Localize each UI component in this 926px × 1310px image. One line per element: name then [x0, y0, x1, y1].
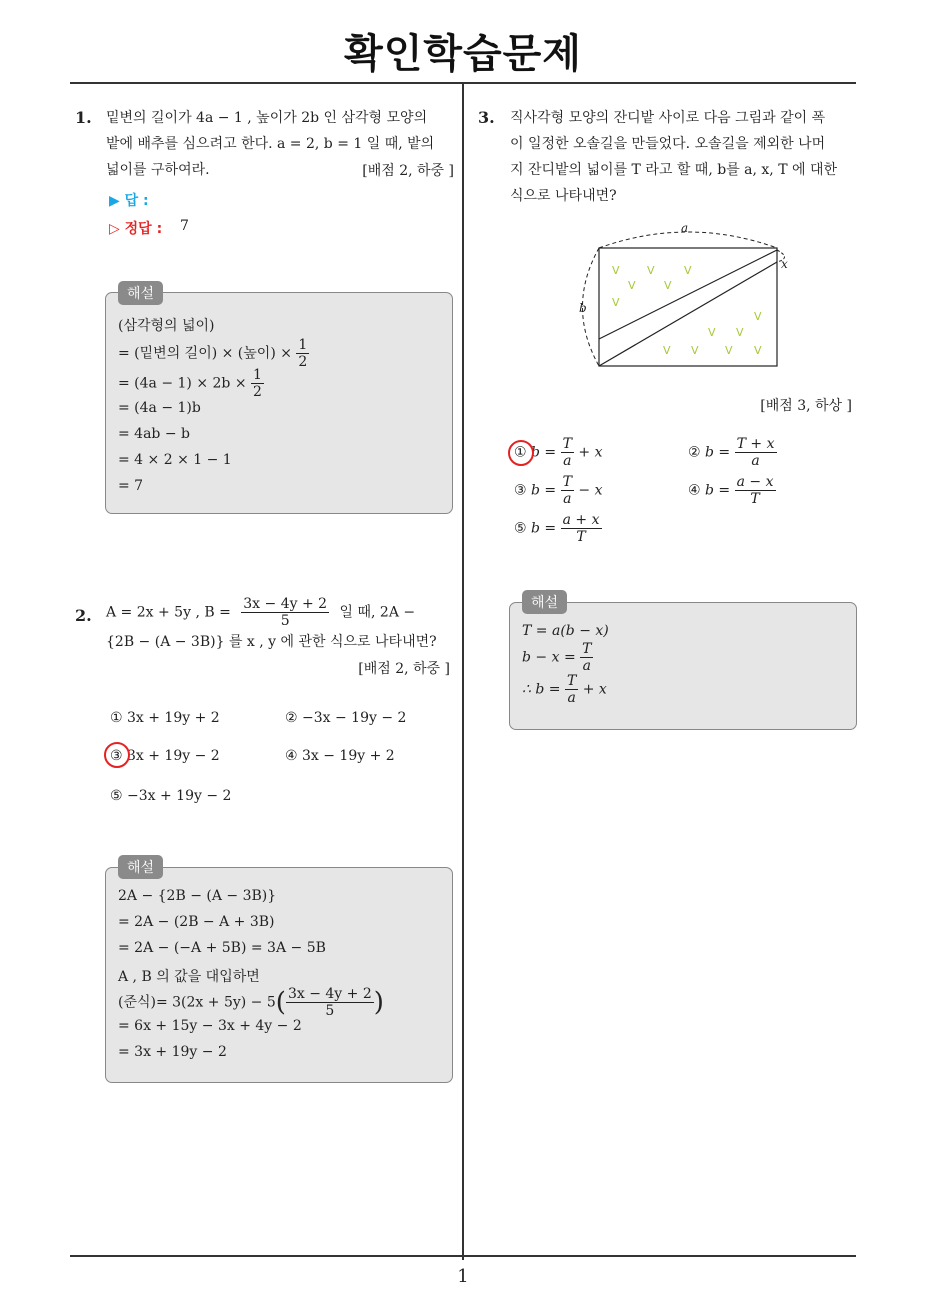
- denominator: a: [751, 453, 760, 469]
- numerator: 3x − 4y + 2: [243, 596, 328, 612]
- question-line: 이 일정한 오솔길을 만들었다. 오솔길을 제외한 나머: [510, 136, 826, 152]
- question-number: 3.: [478, 108, 495, 127]
- solution-line: [522, 641, 593, 674]
- label-a: a: [681, 221, 689, 235]
- solution-line: = 2A − (−A + 5B) = 3A − 5B: [118, 940, 326, 956]
- numerator: a − x: [736, 474, 774, 490]
- selected-answer-mark: [508, 440, 534, 466]
- question-line: 밭에 배추를 심으려고 한다. a = 2, b = 1 일 때, 밭의: [106, 136, 435, 152]
- option-4[interactable]: [688, 474, 776, 507]
- question-line: 밑변의 길이가 4a − 1 , 높이가 2b 인 삼각형 모양의: [106, 110, 428, 126]
- numerator: 3x − 4y + 2: [287, 986, 372, 1002]
- question-text: 일 때, 2A −: [339, 604, 416, 621]
- solution-line: = 3x + 19y − 2: [118, 1044, 227, 1060]
- label-b: b: [579, 301, 587, 315]
- fraction: [565, 673, 578, 706]
- grass-mark: V: [664, 279, 672, 292]
- question-line: [106, 596, 415, 629]
- grass-marks: [612, 264, 762, 357]
- question-line: {2B − (A − 3B)} 를 x , y 에 관한 식으로 나타내면?: [106, 634, 437, 650]
- solution-line: = 2A − (2B − A + 3B): [118, 914, 275, 930]
- option-1[interactable]: ① 3x + 19y + 2: [110, 710, 220, 726]
- option-text: b =: [705, 444, 731, 461]
- solution-text: b − x =: [522, 649, 576, 666]
- solution-line: (준식)= 3(2x + 5y) − 5( $\frac{3x - 4y + 2}{5}$ ): [118, 986, 384, 1019]
- footer-rule: [70, 1255, 856, 1257]
- solution-box: [105, 292, 453, 514]
- option-4[interactable]: ④ 3x − 19y + 2: [285, 748, 395, 764]
- question-text: A = 2x + 5y , B =: [106, 604, 231, 621]
- solution-box: [105, 867, 453, 1083]
- denominator: a: [582, 658, 591, 674]
- solution-text: = (밑변의 길이) × (높이) ×: [118, 345, 292, 362]
- score-info: [배점 2, 하중 ]: [362, 163, 454, 179]
- denominator: a: [563, 453, 572, 469]
- page-number: 1: [457, 1266, 469, 1287]
- fraction: [735, 436, 777, 469]
- grass-mark: V: [754, 344, 762, 357]
- correct-answer-label: ▷ 정답 :: [109, 221, 163, 237]
- solution-line: [118, 367, 264, 400]
- solution-line: [522, 673, 607, 706]
- fraction: [286, 986, 374, 1019]
- solution-line: = 4ab − b: [118, 426, 190, 442]
- solution-line: T = a(b − x): [522, 623, 609, 639]
- grass-mark: V: [612, 296, 620, 309]
- fraction: [561, 512, 602, 545]
- solution-line: = 7: [118, 478, 144, 494]
- lawn-figure: [560, 218, 800, 378]
- fraction: [561, 474, 574, 507]
- fraction: [561, 436, 574, 469]
- option-5[interactable]: ⑤ −3x + 19y − 2: [110, 788, 232, 804]
- denominator: 5: [280, 613, 290, 629]
- score-info: [배점 3, 하상 ]: [760, 398, 852, 414]
- grass-mark: V: [628, 279, 636, 292]
- page-title: 확인학습문제: [344, 31, 582, 77]
- denominator: 5: [325, 1003, 335, 1019]
- option-3[interactable]: ③ 3x + 19y − 2: [110, 748, 220, 764]
- option-3[interactable]: [514, 474, 603, 507]
- solution-text: ∴ b =: [522, 681, 561, 698]
- denominator: a: [567, 690, 576, 706]
- question-line: 직사각형 모양의 잔디밭 사이로 다음 그림과 같이 폭: [510, 110, 826, 126]
- numerator: a + x: [562, 512, 600, 528]
- option-mark: ②: [688, 444, 701, 461]
- denominator: a: [563, 491, 572, 507]
- grass-mark: V: [725, 344, 733, 357]
- solution-tag: 해설: [522, 590, 567, 614]
- numerator: T: [562, 436, 572, 452]
- solution-line: = (4a − 1)b: [118, 400, 201, 416]
- solution-line: = 6x + 15y − 3x + 4y − 2: [118, 1018, 302, 1034]
- correct-answer-value: 7: [180, 218, 189, 234]
- option-text: b =: [531, 520, 557, 537]
- option-text: b =: [531, 482, 557, 499]
- grass-mark: V: [612, 264, 620, 277]
- option-5[interactable]: [514, 512, 602, 545]
- grass-mark: V: [691, 344, 699, 357]
- option-mark: ⑤: [514, 520, 527, 537]
- fraction: [296, 337, 309, 370]
- option-mark: ①: [514, 444, 527, 461]
- path-edge-lower: [599, 262, 777, 366]
- denominator: 2: [253, 384, 262, 400]
- question-line: 식으로 나타내면?: [510, 188, 617, 204]
- denominator: T: [750, 491, 760, 507]
- question-line: 지 잔디밭의 넓이를 T 라고 할 때, b를 a, x, T 에 대한: [510, 162, 838, 178]
- solution-line: (삼각형의 넓이): [118, 318, 215, 334]
- score-info: [배점 2, 하중 ]: [358, 661, 450, 677]
- solution-box: [509, 602, 857, 730]
- numerator: 1: [253, 367, 262, 383]
- solution-line: = 4 × 2 × 1 − 1: [118, 452, 232, 468]
- question-number: 2.: [75, 606, 92, 625]
- option-mark: ④: [688, 482, 701, 499]
- numerator: T: [582, 641, 592, 657]
- solution-text: = (4a − 1) × 2b ×: [118, 375, 247, 392]
- option-2[interactable]: [688, 436, 777, 469]
- fraction: [735, 474, 776, 507]
- solution-line: 2A − {2B − (A − 3B)}: [118, 888, 277, 904]
- solution-text: (준식)= 3(2x + 5y) − 5: [118, 994, 276, 1011]
- numerator: T + x: [736, 436, 775, 452]
- grass-mark: V: [663, 344, 671, 357]
- question-number: 1.: [75, 108, 92, 127]
- grass-mark: V: [736, 326, 744, 339]
- grass-mark: V: [754, 310, 762, 323]
- option-text: b =: [531, 444, 557, 461]
- grass-mark: V: [684, 264, 692, 277]
- grass-mark: V: [647, 264, 655, 277]
- numerator: 1: [298, 337, 308, 353]
- selected-answer-mark: [104, 742, 130, 768]
- option-text: + x: [578, 444, 603, 461]
- solution-text: + x: [582, 681, 607, 698]
- numerator: T: [566, 673, 577, 689]
- option-2[interactable]: ② −3x − 19y − 2: [285, 710, 407, 726]
- grass-mark: V: [708, 326, 716, 339]
- option-mark: ③: [514, 482, 527, 499]
- numerator: T: [562, 474, 572, 490]
- solution-line: A , B 의 값을 대입하면: [118, 969, 260, 985]
- denominator: 2: [298, 354, 308, 370]
- label-x: x: [781, 257, 788, 271]
- question-line: 넓이를 구하여라.: [106, 162, 210, 178]
- answer-label: ▶ 답 :: [109, 193, 149, 209]
- solution-tag: 해설: [118, 855, 163, 879]
- solution-line: [118, 337, 309, 370]
- option-text: b =: [705, 482, 731, 499]
- denominator: T: [576, 529, 586, 545]
- option-text: − x: [578, 482, 603, 499]
- fraction: [580, 641, 593, 674]
- column-divider: [462, 83, 464, 1260]
- solution-tag: 해설: [118, 281, 163, 305]
- fraction: [241, 596, 329, 629]
- fraction: [251, 367, 264, 400]
